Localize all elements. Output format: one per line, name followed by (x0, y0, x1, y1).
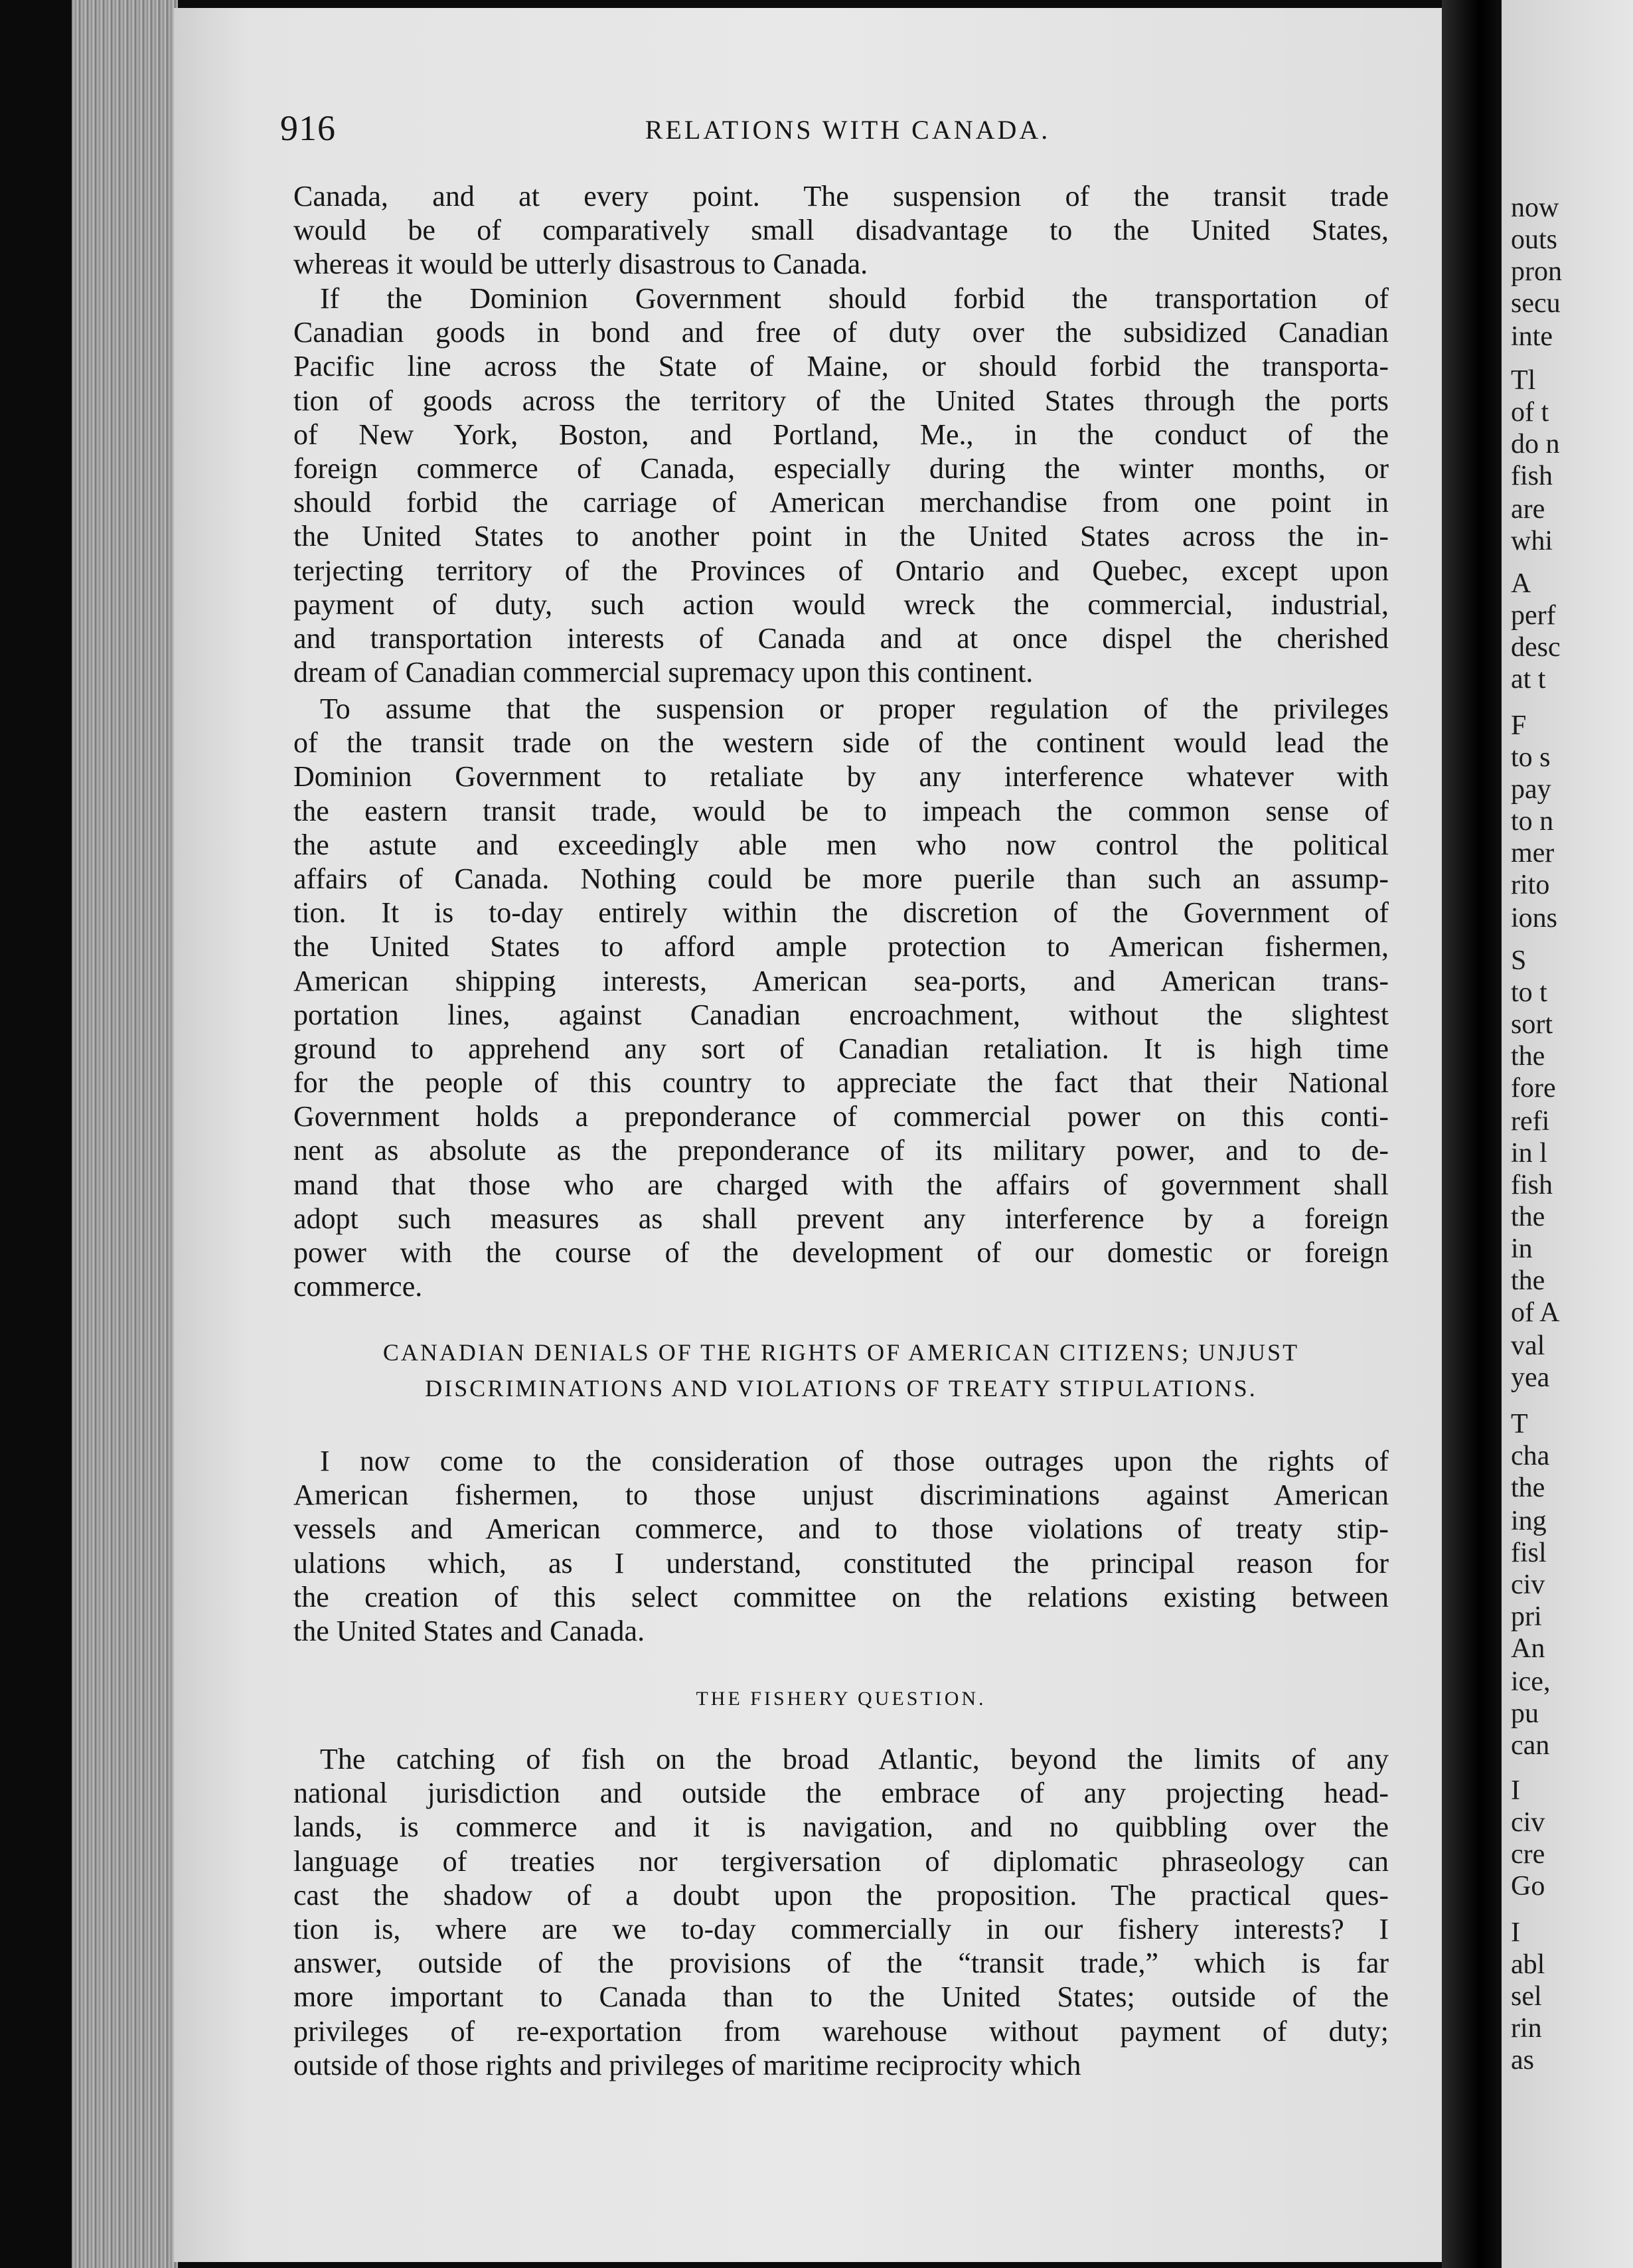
text-line: Canadian goods in bond and free of duty over the subsidized Canadian (293, 316, 1389, 349)
text-line: Pacific line across the State of Maine, or should forbid the transporta- (293, 350, 1389, 383)
right-page-text-fragment: in l (1511, 1138, 1547, 1169)
right-page-text-fragment: I (1511, 1775, 1520, 1806)
text-line: The catching of fish on the broad Atlantic, beyond the limits of any (320, 1743, 1389, 1775)
text-line: portation lines, against Canadian encroachment, without the slightest (293, 998, 1389, 1031)
text-line: adopt such measures as shall prevent any interference by a foreign (293, 1202, 1389, 1235)
text-line: answer, outside of the provisions of the “transit trade,” which is far (293, 1947, 1389, 1980)
right-page-text-fragment: cre (1511, 1839, 1545, 1870)
right-page-text-fragment: val (1511, 1331, 1545, 1361)
text-line: ulations which, as I understand, constituted the principal reason for (293, 1546, 1389, 1580)
right-page-text-fragment: refi (1511, 1106, 1550, 1137)
text-line: the astute and exceedingly able men who now control the political (293, 828, 1389, 861)
text-line: national jurisdiction and outside the embrace of any projecting head- (293, 1777, 1389, 1810)
right-page-text-fragment: pu (1511, 1698, 1539, 1729)
right-page-text-fragment: ing (1511, 1506, 1547, 1536)
section-heading-line-1: CANADIAN DENIALS OF THE RIGHTS OF AMERICAN CITIZENS; UNJUST (382, 1339, 1300, 1366)
right-page-text-fragment: A (1511, 568, 1531, 599)
text-line: of New York, Boston, and Portland, Me., in the conduct of the (293, 418, 1389, 451)
text-line: cast the shadow of a doubt upon the proposition. The practical ques- (293, 1878, 1389, 1911)
text-line: the United States to afford ample protection to American fishermen, (293, 930, 1389, 963)
text-line: for the people of this country to appreciate the fact that their National (293, 1066, 1389, 1099)
page-header (280, 108, 1415, 147)
text-line: affairs of Canada. Nothing could be more puerile than such an assump- (293, 862, 1389, 895)
text-line: payment of duty, such action would wreck the commercial, industrial, (293, 588, 1389, 621)
paragraph-1 (293, 179, 1389, 282)
section-heading (293, 1335, 1389, 1406)
right-page-text-fragment: of t (1511, 397, 1549, 428)
text-line: mand that those who are charged with the affairs of government shall (293, 1168, 1389, 1201)
text-line: language of treaties nor tergiversation of diplomatic phraseology can (293, 1844, 1389, 1878)
right-page-text-fragment: ions (1511, 903, 1558, 933)
text-line: whereas it would be utterly disastrous to Canada. (293, 248, 868, 281)
right-page-text-fragment: sel (1511, 1981, 1542, 2012)
page-gutter (1442, 0, 1505, 2268)
text-line: lands, is commerce and it is navigation, and no quibbling over the (293, 1811, 1389, 1844)
right-page-text-fragment: secu (1511, 288, 1561, 319)
text-line: American fishermen, to those unjust discriminations against American (293, 1479, 1389, 1512)
right-page-fragment (1502, 0, 1633, 2268)
right-page-text-fragment: the (1511, 1202, 1545, 1232)
text-line: Government holds a preponderance of commercial power on this conti- (293, 1100, 1389, 1133)
text-line: the United States to another point in the United States across the in- (293, 520, 1389, 553)
right-page-text-fragment: fisl (1511, 1538, 1547, 1568)
right-page-text-fragment: S (1511, 945, 1527, 976)
right-page-text-fragment: sort (1511, 1009, 1553, 1040)
right-page-text-fragment: now (1511, 193, 1559, 223)
book-page-edges (72, 0, 178, 2268)
text-line: dream of Canadian commercial supremacy upon this continent. (293, 656, 1034, 689)
text-line: foreign commerce of Canada, especially during the winter months, or (293, 451, 1389, 485)
subheading: THE FISHERY QUESTION. (696, 1688, 986, 1710)
right-page-text-fragment: can (1511, 1730, 1550, 1761)
text-line: would be of comparatively small disadvantage to the United States, (293, 214, 1389, 247)
text-line: the eastern transit trade, would be to impeach the common sense of (293, 794, 1389, 827)
right-page-text-fragment: do n (1511, 429, 1560, 459)
right-page-text-fragment: ice, (1511, 1666, 1551, 1697)
right-page-text-fragment: rin (1511, 2013, 1542, 2044)
right-page-text-fragment: civ (1511, 1807, 1545, 1838)
text-line: Canada, and at every point. The suspension of the transit trade (293, 180, 1389, 212)
right-page-text-fragment: of A (1511, 1297, 1560, 1328)
right-page-text-fragment: the (1511, 1473, 1545, 1503)
right-page-text-fragment: desc (1511, 632, 1561, 663)
right-page-text-fragment: the (1511, 1041, 1545, 1072)
text-line: American shipping interests, American sea-ports, and American trans- (293, 964, 1389, 997)
right-page-text-fragment: whi (1511, 526, 1553, 556)
paragraph-4 (293, 1444, 1389, 1648)
text-line: vessels and American commerce, and to those violations of treaty stip- (293, 1512, 1389, 1546)
right-page-text-fragment: yea (1511, 1362, 1550, 1393)
right-page-text-fragment: T (1511, 1409, 1528, 1439)
right-page-text-fragment: civ (1511, 1570, 1545, 1600)
text-line: commerce. (293, 1270, 423, 1303)
right-page-text-fragment: rito (1511, 870, 1550, 900)
right-page-text-fragment: cha (1511, 1441, 1550, 1471)
text-line: privileges of re-exportation from warehouse without payment of duty; (293, 2014, 1389, 2048)
text-line: and transportation interests of Canada and at once dispel the cherished (293, 621, 1389, 655)
paragraph-2 (293, 282, 1389, 689)
paragraph-3 (293, 692, 1389, 1303)
text-line: To assume that the suspension or proper regulation of the privileges (320, 692, 1389, 725)
text-line: tion of goods across the territory of the United States through the ports (293, 384, 1389, 417)
right-page-text-fragment: to n (1511, 806, 1554, 837)
right-page-text-fragment: fish (1511, 461, 1553, 491)
text-line: should forbid the carriage of American merchandise from one point in (293, 486, 1389, 519)
right-page-text-fragment: as (1511, 2045, 1534, 2075)
text-line: of the transit trade on the western side of the continent would lead the (293, 726, 1389, 760)
right-page-text-fragment: pron (1511, 256, 1562, 287)
right-page-text-fragment: abl (1511, 1949, 1545, 1980)
text-line: nent as absolute as the preponderance of its military power, and to de- (293, 1134, 1389, 1167)
scanned-page (174, 8, 1452, 2262)
right-page-text-fragment: fore (1511, 1073, 1556, 1103)
right-page-text-fragment: pri (1511, 1601, 1542, 1632)
right-page-text-fragment: to s (1511, 742, 1551, 773)
right-page-text-fragment: to t (1511, 977, 1547, 1008)
right-page-text-fragment: I (1511, 1917, 1520, 1948)
right-page-text-fragment: are (1511, 494, 1545, 525)
running-title: RELATIONS WITH CANADA. (645, 115, 1051, 145)
right-page-text-fragment: An (1511, 1633, 1545, 1664)
right-page-text-fragment: Go (1511, 1871, 1545, 1902)
right-page-text-fragment: in (1511, 1234, 1533, 1264)
right-page-text-fragment: Tl (1511, 365, 1536, 396)
text-line: If the Dominion Government should forbid the transportation of (320, 282, 1389, 315)
text-line: outside of those rights and privileges of maritime reciprocity which (293, 2048, 1081, 2081)
text-line: terjecting territory of the Provinces of Ontario and Quebec, except upon (293, 554, 1389, 587)
right-page-text-fragment: F (1511, 710, 1527, 741)
right-page-text-fragment: pay (1511, 774, 1551, 805)
right-page-text-fragment: perf (1511, 600, 1556, 631)
text-line: power with the course of the development of our domestic or foreign (293, 1236, 1389, 1269)
text-line: the United States and Canada. (293, 1614, 645, 1647)
text-line: Dominion Government to retaliate by any interference whatever with (293, 760, 1389, 793)
section-heading-line-2: DISCRIMINATIONS AND VIOLATIONS OF TREATY STIPULATIONS. (425, 1375, 1257, 1402)
text-line: more important to Canada than to the United States; outside of the (293, 1981, 1389, 2014)
right-page-text-fragment: fish (1511, 1170, 1553, 1200)
text-line: the creation of this select committee on the relations existing between (293, 1580, 1389, 1613)
page-number: 916 (280, 108, 336, 148)
right-page-text-fragment: the (1511, 1265, 1545, 1296)
text-line: ground to apprehend any sort of Canadian retaliation. It is high time (293, 1032, 1389, 1065)
right-page-text-fragment: mer (1511, 838, 1555, 868)
right-page-text-fragment: outs (1511, 224, 1558, 255)
paragraph-5 (293, 1742, 1389, 2082)
right-page-text-fragment: at t (1511, 664, 1546, 694)
right-page-text-fragment: inte (1511, 321, 1553, 352)
text-line: I now come to the consideration of those outrages upon the rights of (320, 1445, 1389, 1477)
text-line: tion. It is to-day entirely within the discretion of the Government of (293, 896, 1389, 930)
text-line: tion is, where are we to-day commercially in our fishery interests? I (293, 1912, 1389, 1945)
